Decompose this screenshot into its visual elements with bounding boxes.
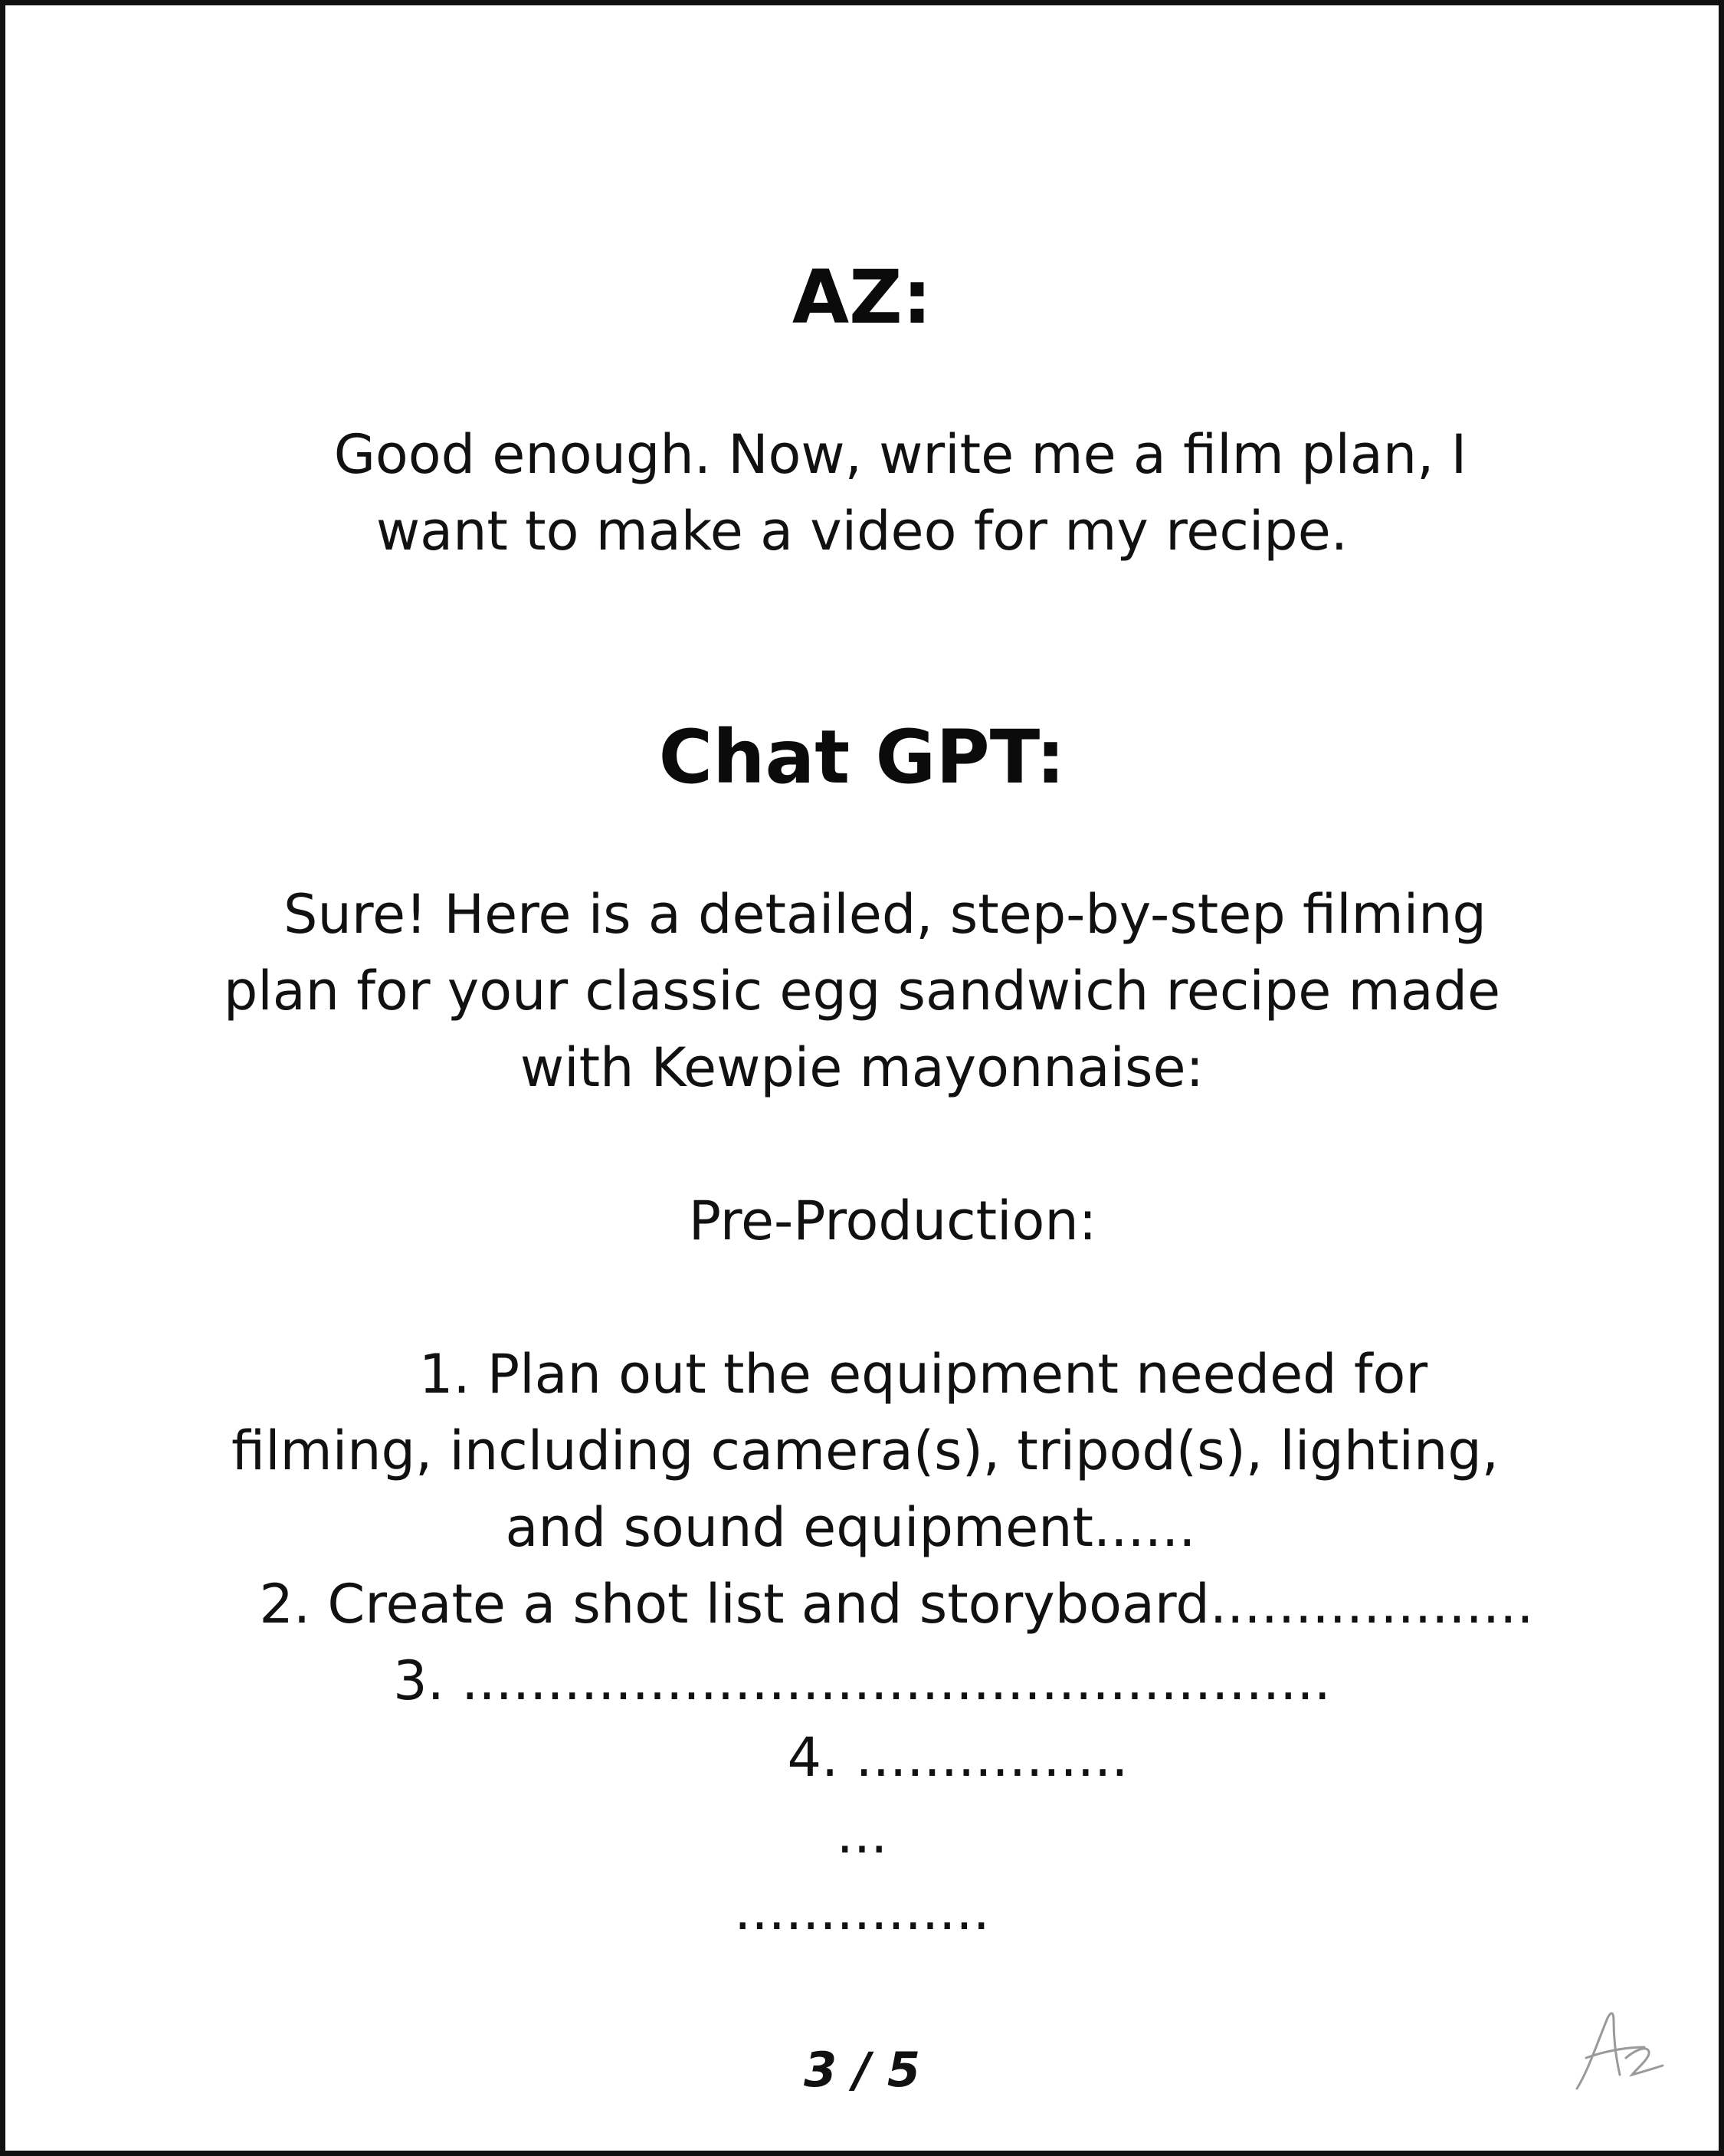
list-item-3: 3. ................................................... xyxy=(393,1649,1331,1712)
list-item-2: 2. Create a shot list and storyboard................... xyxy=(259,1573,1534,1636)
list-item-4: 4. ................ xyxy=(787,1726,1129,1789)
list-item-1-line-3: and sound equipment...... xyxy=(505,1496,1196,1559)
az-message-line-2: want to make a video for my recipe. xyxy=(375,500,1349,563)
list-item-1-line-2: filming, including camera(s), tripod(s), lighting, xyxy=(231,1419,1499,1482)
list-item-1-line-1: 1. Plan out the equipment needed for xyxy=(418,1343,1428,1406)
chatgpt-speaker-label: Chat GPT: xyxy=(658,714,1066,800)
chatgpt-intro-line-3: with Kewpie mayonnaise: xyxy=(519,1036,1205,1099)
az-message-line-1: Good enough. Now, write me a film plan, I xyxy=(333,423,1467,486)
chatgpt-intro-line-1: Sure! Here is a detailed, step-by-step filming xyxy=(284,883,1486,946)
list-dotted-line: ............... xyxy=(734,1879,990,1942)
page-number: 3 / 5 xyxy=(803,2042,921,2098)
signature-icon xyxy=(1571,2004,1670,2096)
az-speaker-label: AZ: xyxy=(792,254,932,340)
pre-production-subheading: Pre-Production: xyxy=(688,1190,1097,1252)
chatgpt-intro-line-2: plan for your classic egg sandwich recipe made xyxy=(223,960,1501,1022)
list-ellipsis: ... xyxy=(836,1803,888,1866)
